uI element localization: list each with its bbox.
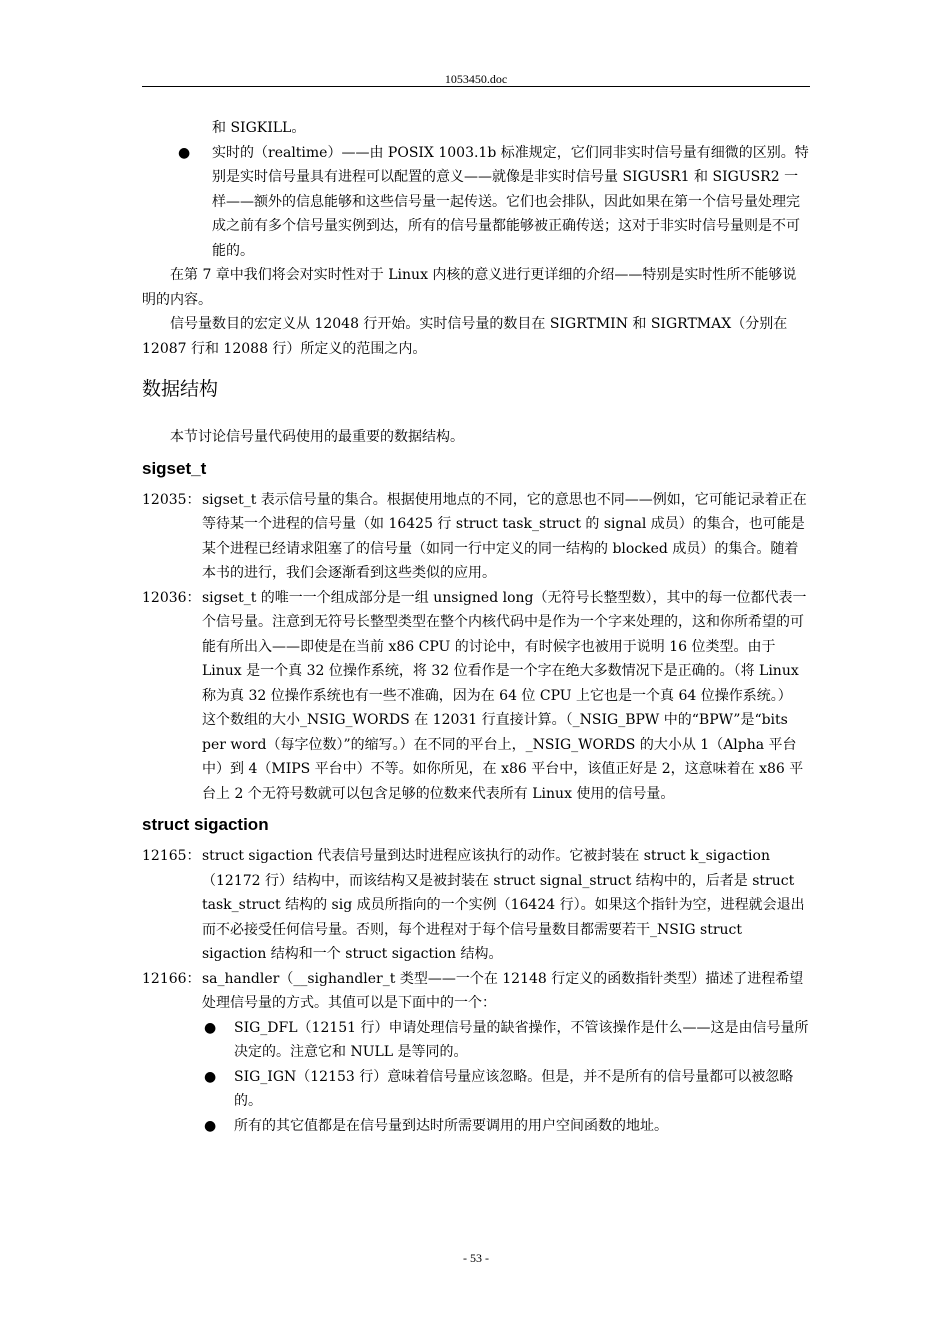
intro-line: 和 SIGKILL。 <box>212 120 306 136</box>
list-item <box>142 1016 810 1065</box>
paragraph-realtime-chapter: 在第 7 章中我们将会对实时性对于 Linux 内核的意义进行更详细的介绍——特别是实时性所不能够说明的内容。 <box>142 267 797 308</box>
line-number: 12035： <box>142 491 201 508</box>
page-number: - 53 - <box>463 1251 489 1265</box>
line-number: 12036： <box>142 589 201 606</box>
subsection-title-sigset: sigset_t <box>142 458 207 478</box>
entry-text: sigset_t 表示信号量的集合。根据使用地点的不同，它的意思也不同——例如，它可能记录着正在等待某一个进程的信号量（如 16425 行 struct task_struct 的 signal 成员）的集合，也可能是某个进程已经请求阻塞了的信号量（如同一行中定义的同一结构的 blocked 成员）的集合。随着本书的进行，我们会逐渐看到这些类似的应用。 <box>202 491 807 581</box>
list-item-text: 所有的其它值都是在信号量到达时所需要调用的用户空间函数的地址。 <box>234 1117 668 1134</box>
list-item-text: SIG_IGN（12153 行）意味着信号量应该忽略。但是，并不是所有的信号量都可以被忽略的。 <box>234 1068 794 1109</box>
paragraph-signal-macros: 信号量数目的宏定义从 12048 行开始。实时信号量的数目在 SIGRTMIN 和 SIGRTMAX（分别在 12087 行和 12088 行）所定义的范围之内。 <box>142 316 788 357</box>
entry-12035 <box>142 488 810 586</box>
header-rule <box>142 86 810 87</box>
line-number: 12166： <box>142 970 201 987</box>
section-intro: 本节讨论信号量代码使用的最重要的数据结构。 <box>170 429 464 445</box>
entry-12166 <box>142 967 810 1016</box>
bullet-dot-icon: ● <box>178 144 191 161</box>
entry-text: struct sigaction 代表信号量到达时进程应该执行的动作。它被封装在 struct k_sigaction（12172 行）结构中，而该结构又是被封装在 struct signal_struct 结构中的，后者是 struct task_struct 结构的 sig 成员所指向的一个实例（16424 行）。如果这个指针为空，进程就会退出而不必接受任何信号量。否则，每个进程对于每个信号量数目都需要若干_NSIG struct sigaction 结构和一个 struct sigaction 结构。 <box>202 848 805 962</box>
subsection-title-sigaction: struct sigaction <box>142 815 269 834</box>
line-number: 12165： <box>142 848 201 864</box>
list-item-text: SIG_DFL（12151 行）申请处理信号量的缺省操作，不管该操作是什么——这是由信号量所决定的。注意它和 NULL 是等同的。 <box>234 1019 809 1060</box>
document-body <box>142 116 810 1138</box>
bullet-dot-icon: ● <box>204 1068 217 1085</box>
section-title: 数据结构 <box>142 378 219 400</box>
entry-text: sa_handler（__sighandler_t 类型——一个在 12148 行定义的函数指针类型）描述了进程希望处理信号量的方式。其值可以是下面中的一个： <box>202 970 804 1011</box>
bullet-realtime <box>142 141 810 264</box>
bullet-dot-icon: ● <box>204 1117 217 1134</box>
entry-12165 <box>142 844 810 967</box>
bullet-realtime-text: 实时的（realtime）——由 POSIX 1003.1b 标准规定，它们同非实时信号量有细微的区别。特别是实时信号量具有进程可以配置的意义——就像是非实时信号量 SIGUSR1 和 SIGUSR2 一样——额外的信息能够和这些信号量一起传送。它们也会排队，因此如果在第一个信号量处理完成之前有多个信号量实例到达，所有的信号量都能够被正确传送；这对于非实时信号量则是不可能的。 <box>212 144 809 259</box>
page-header: 1053450.doc <box>444 72 508 86</box>
entry-12036 <box>142 586 810 709</box>
list-item <box>142 1114 810 1139</box>
entry-continuation: 这个数组的大小_NSIG_WORDS 在 12031 行直接计算。（_NSIG_BPW 中的“BPW”是“bits per word（每字位数）”的缩写。）在不同的平台上，_NSIG_WORDS 的大小从 1（Alpha 平台中）到 4（MIPS 平台中）不等。如你所见，在 x86 平台中，该值正好是 2，这意味着在 x86 平台上 2 个无符号数就可以包含足够的位数来代表所有 Linux 使用的信号量。 <box>202 712 804 802</box>
bullet-dot-icon: ● <box>204 1019 217 1036</box>
list-item <box>142 1065 810 1114</box>
entry-text: sigset_t 的唯一一个组成部分是一组 unsigned long（无符号长整型数），其中的每一位都代表一个信号量。注意到无符号长整型类型在整个内核代码中是作为一个字来处理的，这和你所希望的可能有所出入——即使是在当前 x86 CPU 的讨论中，有时候字也被用于说明 16 位类型。由于 Linux 是一个真 32 位操作系统，将 32 位看作是一个字在绝大多数情况下是正确的。（将 Linux 称为真 32 位操作系统也有一些不准确，因为在 64 位 CPU 上它也是一个真 64 位操作系统。） <box>202 589 807 704</box>
